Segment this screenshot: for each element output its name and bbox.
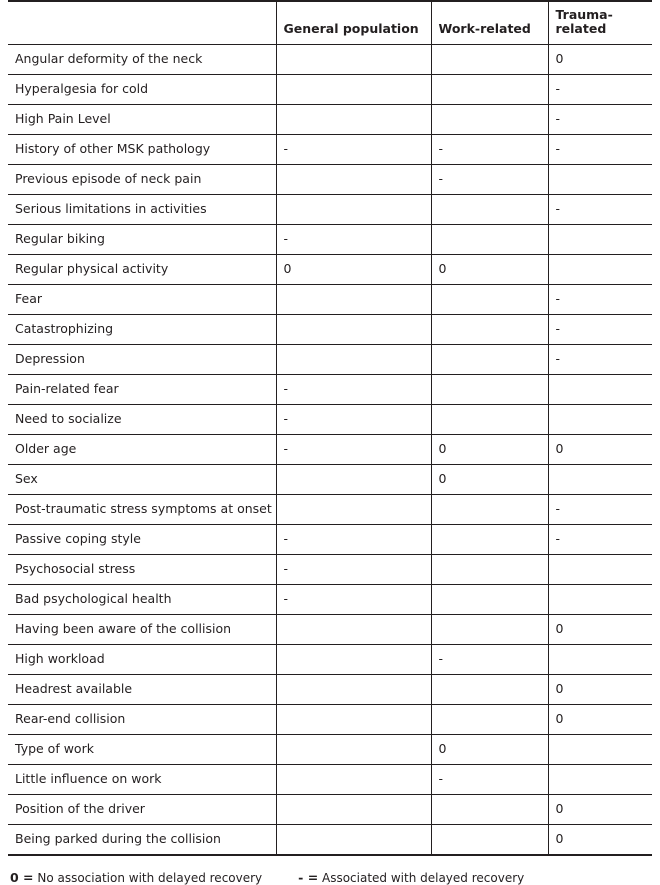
cell-factor: Previous episode of neck pain bbox=[8, 164, 276, 194]
cell-factor: Serious limitations in activities bbox=[8, 194, 276, 224]
table-header-row bbox=[8, 1, 652, 44]
cell-factor: Psychosocial stress bbox=[8, 554, 276, 584]
table-row bbox=[8, 524, 652, 554]
table-row bbox=[8, 254, 652, 284]
column-header-work-related: Work-related bbox=[431, 1, 548, 44]
cell-trauma-related bbox=[548, 464, 652, 494]
cell-trauma-related: - bbox=[548, 194, 652, 224]
cell-general-population bbox=[276, 104, 431, 134]
table-row bbox=[8, 494, 652, 524]
cell-trauma-related bbox=[548, 254, 652, 284]
column-header-trauma-related: Trauma-related bbox=[548, 1, 652, 44]
cell-work-related bbox=[431, 104, 548, 134]
cell-factor: Depression bbox=[8, 344, 276, 374]
cell-work-related bbox=[431, 524, 548, 554]
cell-trauma-related: - bbox=[548, 104, 652, 134]
table-legend bbox=[8, 870, 652, 885]
cell-work-related bbox=[431, 584, 548, 614]
cell-trauma-related: - bbox=[548, 314, 652, 344]
cell-general-population: - bbox=[276, 134, 431, 164]
cell-work-related bbox=[431, 404, 548, 434]
column-header-factor bbox=[8, 1, 276, 44]
table-row bbox=[8, 584, 652, 614]
cell-general-population bbox=[276, 764, 431, 794]
cell-work-related bbox=[431, 494, 548, 524]
cell-general-population bbox=[276, 314, 431, 344]
table-row bbox=[8, 44, 652, 74]
table-row bbox=[8, 404, 652, 434]
cell-general-population bbox=[276, 734, 431, 764]
cell-general-population bbox=[276, 644, 431, 674]
cell-general-population: - bbox=[276, 554, 431, 584]
cell-trauma-related: 0 bbox=[548, 824, 652, 855]
table-row bbox=[8, 674, 652, 704]
cell-factor: Pain-related fear bbox=[8, 374, 276, 404]
cell-work-related bbox=[431, 794, 548, 824]
cell-general-population bbox=[276, 704, 431, 734]
table-row bbox=[8, 224, 652, 254]
cell-factor: Angular deformity of the neck bbox=[8, 44, 276, 74]
cell-factor: Type of work bbox=[8, 734, 276, 764]
cell-work-related: 0 bbox=[431, 434, 548, 464]
cell-trauma-related: - bbox=[548, 524, 652, 554]
table-row bbox=[8, 374, 652, 404]
cell-general-population bbox=[276, 494, 431, 524]
cell-work-related bbox=[431, 554, 548, 584]
table-row bbox=[8, 134, 652, 164]
cell-trauma-related: 0 bbox=[548, 44, 652, 74]
cell-work-related bbox=[431, 704, 548, 734]
cell-factor: High workload bbox=[8, 644, 276, 674]
legend-zero-symbol: 0 = bbox=[10, 869, 34, 885]
table-row bbox=[8, 344, 652, 374]
cell-general-population: - bbox=[276, 224, 431, 254]
table-row bbox=[8, 644, 652, 674]
cell-general-population: - bbox=[276, 374, 431, 404]
cell-factor: Hyperalgesia for cold bbox=[8, 74, 276, 104]
cell-general-population: - bbox=[276, 404, 431, 434]
table-row bbox=[8, 194, 652, 224]
cell-factor: Passive coping style bbox=[8, 524, 276, 554]
table-row bbox=[8, 614, 652, 644]
cell-factor: Regular biking bbox=[8, 224, 276, 254]
cell-factor: Older age bbox=[8, 434, 276, 464]
cell-work-related: 0 bbox=[431, 254, 548, 284]
prognostic-factors-table bbox=[8, 0, 652, 856]
cell-trauma-related bbox=[548, 374, 652, 404]
cell-work-related: 0 bbox=[431, 464, 548, 494]
table-row bbox=[8, 104, 652, 134]
cell-work-related bbox=[431, 194, 548, 224]
cell-work-related: 0 bbox=[431, 734, 548, 764]
cell-factor: Rear-end collision bbox=[8, 704, 276, 734]
cell-factor: Need to socialize bbox=[8, 404, 276, 434]
cell-trauma-related bbox=[548, 404, 652, 434]
cell-trauma-related bbox=[548, 764, 652, 794]
cell-work-related bbox=[431, 284, 548, 314]
cell-work-related bbox=[431, 314, 548, 344]
cell-factor: Regular physical activity bbox=[8, 254, 276, 284]
cell-factor: Position of the driver bbox=[8, 794, 276, 824]
cell-work-related bbox=[431, 374, 548, 404]
table-body bbox=[8, 44, 652, 855]
table-row bbox=[8, 704, 652, 734]
cell-factor: High Pain Level bbox=[8, 104, 276, 134]
cell-general-population bbox=[276, 164, 431, 194]
cell-factor: Post-traumatic stress symptoms at onset bbox=[8, 494, 276, 524]
table-row bbox=[8, 284, 652, 314]
legend-zero-text: No association with delayed recovery bbox=[33, 870, 263, 885]
legend-dash-symbol: - = bbox=[298, 869, 319, 885]
cell-factor: Sex bbox=[8, 464, 276, 494]
cell-trauma-related bbox=[548, 584, 652, 614]
table-row bbox=[8, 74, 652, 104]
cell-general-population bbox=[276, 824, 431, 855]
table-row bbox=[8, 824, 652, 855]
cell-general-population bbox=[276, 344, 431, 374]
cell-general-population bbox=[276, 674, 431, 704]
cell-trauma-related bbox=[548, 554, 652, 584]
table-row bbox=[8, 314, 652, 344]
table-row bbox=[8, 764, 652, 794]
cell-trauma-related bbox=[548, 164, 652, 194]
cell-general-population bbox=[276, 194, 431, 224]
cell-general-population: - bbox=[276, 524, 431, 554]
cell-work-related: - bbox=[431, 644, 548, 674]
cell-general-population: - bbox=[276, 584, 431, 614]
table-header bbox=[8, 1, 652, 44]
cell-factor: Catastrophizing bbox=[8, 314, 276, 344]
cell-trauma-related bbox=[548, 644, 652, 674]
table-row bbox=[8, 464, 652, 494]
cell-trauma-related: 0 bbox=[548, 704, 652, 734]
table-row bbox=[8, 434, 652, 464]
cell-trauma-related: - bbox=[548, 284, 652, 314]
cell-general-population bbox=[276, 614, 431, 644]
cell-trauma-related: 0 bbox=[548, 794, 652, 824]
cell-work-related bbox=[431, 824, 548, 855]
cell-general-population bbox=[276, 464, 431, 494]
table-row bbox=[8, 164, 652, 194]
cell-trauma-related: - bbox=[548, 74, 652, 104]
cell-general-population bbox=[276, 284, 431, 314]
cell-trauma-related: 0 bbox=[548, 614, 652, 644]
cell-trauma-related: - bbox=[548, 344, 652, 374]
cell-work-related: - bbox=[431, 764, 548, 794]
table-row bbox=[8, 794, 652, 824]
table-row bbox=[8, 554, 652, 584]
cell-factor: Little influence on work bbox=[8, 764, 276, 794]
cell-trauma-related bbox=[548, 224, 652, 254]
cell-general-population bbox=[276, 74, 431, 104]
cell-work-related bbox=[431, 74, 548, 104]
cell-work-related bbox=[431, 614, 548, 644]
cell-work-related bbox=[431, 224, 548, 254]
cell-general-population bbox=[276, 794, 431, 824]
cell-work-related: - bbox=[431, 134, 548, 164]
cell-factor: Headrest available bbox=[8, 674, 276, 704]
table-row bbox=[8, 734, 652, 764]
cell-work-related bbox=[431, 44, 548, 74]
cell-factor: History of other MSK pathology bbox=[8, 134, 276, 164]
cell-trauma-related bbox=[548, 734, 652, 764]
cell-work-related bbox=[431, 674, 548, 704]
cell-general-population: 0 bbox=[276, 254, 431, 284]
cell-work-related: - bbox=[431, 164, 548, 194]
legend-dash-text: Associated with delayed recovery bbox=[318, 870, 525, 885]
cell-trauma-related: - bbox=[548, 134, 652, 164]
cell-trauma-related: 0 bbox=[548, 674, 652, 704]
cell-factor: Bad psychological health bbox=[8, 584, 276, 614]
cell-general-population: - bbox=[276, 434, 431, 464]
cell-factor: Having been aware of the collision bbox=[8, 614, 276, 644]
cell-trauma-related: 0 bbox=[548, 434, 652, 464]
column-header-general-population: General population bbox=[276, 1, 431, 44]
cell-trauma-related: - bbox=[548, 494, 652, 524]
cell-general-population bbox=[276, 44, 431, 74]
cell-work-related bbox=[431, 344, 548, 374]
cell-factor: Being parked during the collision bbox=[8, 824, 276, 855]
cell-factor: Fear bbox=[8, 284, 276, 314]
